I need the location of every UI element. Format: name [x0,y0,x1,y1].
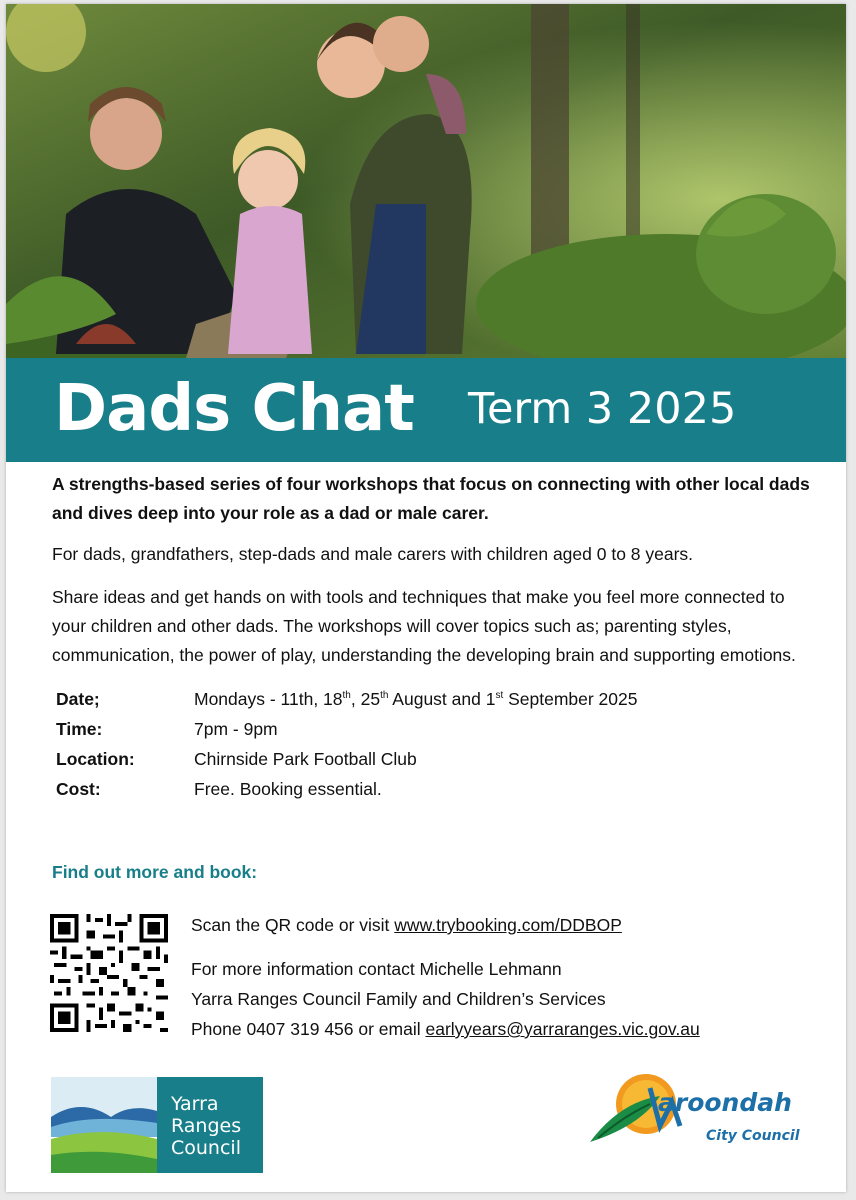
maroondah-wordmark: aroondah [658,1088,792,1117]
title-banner [6,358,846,462]
date-value: Mondays - 11th, 18th, 25th August and 1st September 2025 [194,689,638,709]
details-table [52,684,822,804]
page-title: Dads Chat [54,372,414,446]
family-garden-photo [6,4,846,358]
time-row [52,714,822,744]
description-text: Share ideas and get hands on with tools and techniques that make you feel more connected to your children and other dads. The workshops will cover topics such as; parenting styles, communication, the power of play, understanding the developing brain and supporting emotions. [52,587,796,665]
main-content [52,470,822,804]
location-label: Location: [56,749,135,769]
yarra-ranges-logo [51,1077,263,1173]
email-link[interactable]: earlyyears@yarraranges.vic.gov.au [425,1019,700,1039]
yarra-landscape-icon [51,1077,157,1173]
date-row [52,684,822,714]
scan-line: Scan the QR code or visit www.trybooking.com/DDBOP [191,915,622,935]
time-label: Time: [56,719,103,739]
contact-block [191,910,811,1044]
booking-link[interactable]: www.trybooking.com/DDBOP [394,915,622,935]
location-row [52,744,822,774]
time-value: 7pm - 9pm [194,719,278,739]
info-line: For more information contact Michelle Lehmann [191,959,562,979]
flyer-page [6,4,846,1192]
audience-text: For dads, grandfathers, step-dads and male carers with children aged 0 to 8 years. [52,544,694,564]
intro-text: A strengths-based series of four workshops that focus on connecting with other local dads and dives deep into your role as a dad or male carer. [52,474,810,523]
location-value: Chirnside Park Football Club [194,749,417,769]
yarra-ranges-wordmark: Yarra Ranges Council [157,1077,263,1173]
maroondah-subtitle: City Council [706,1128,800,1144]
qr-code-icon[interactable] [50,914,168,1032]
date-label: Date; [56,689,100,709]
find-out-more-heading: Find out more and book: [52,862,258,882]
service-line: Yarra Ranges Council Family and Children’s Services [191,989,606,1009]
term-label: Term 3 2025 [468,384,737,434]
cost-value: Free. Booking essential. [194,779,382,799]
phone-line: Phone 0407 319 456 or email earlyyears@yarraranges.vic.gov.au [191,1019,700,1039]
maroondah-logo [584,1068,814,1160]
cost-label: Cost: [56,779,101,799]
cost-row [52,774,822,804]
